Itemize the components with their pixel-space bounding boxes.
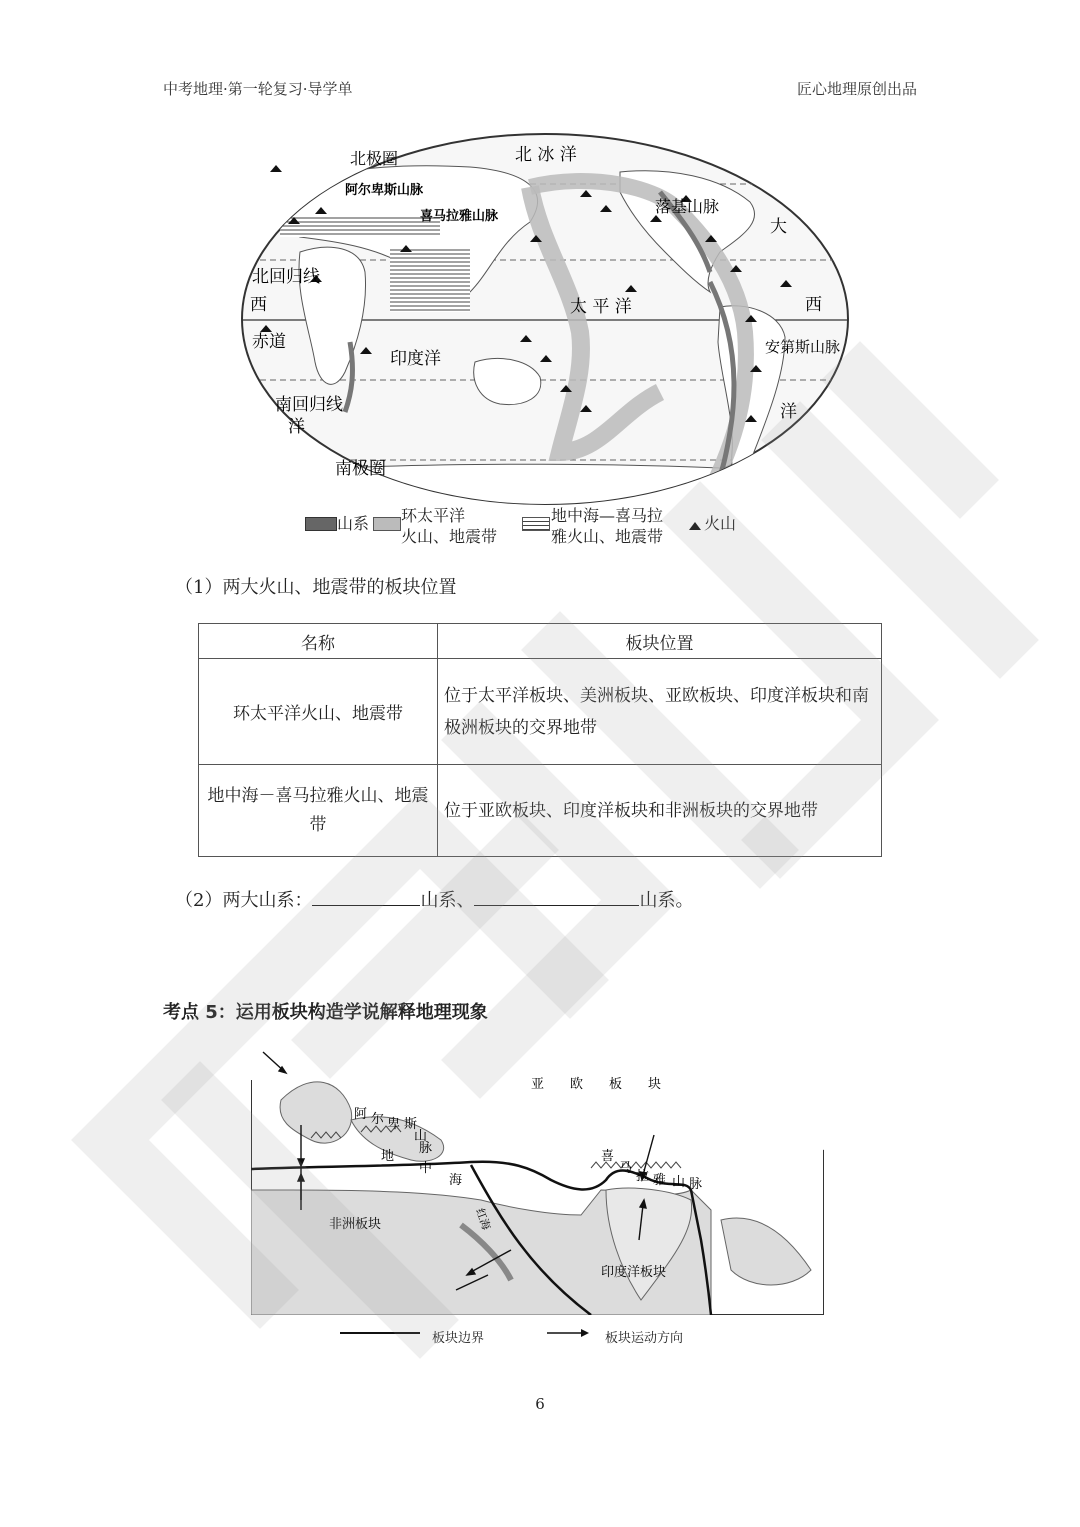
- volcano-icon: [689, 520, 701, 530]
- label-med-2: 中: [419, 1161, 433, 1176]
- question-2-mid: 山系、: [420, 890, 475, 911]
- label-himalaya-2: 马: [619, 1161, 633, 1176]
- label-andes: 安第斯山脉: [765, 338, 841, 356]
- table-cell-name: 环太平洋火山、地震带: [199, 659, 438, 765]
- legend-med-belt-2: 雅火山、地震带: [551, 527, 664, 546]
- legend-med-swatch: [522, 517, 550, 531]
- legend-pacific-swatch: [373, 517, 401, 531]
- question-2-prefix: （2）两大山系：: [175, 890, 313, 911]
- label-indian-ocean: 印度洋: [390, 349, 441, 369]
- legend-direction: 板块运动方向: [605, 1331, 684, 1346]
- label-himalaya: 喜马拉雅山脉: [420, 209, 499, 224]
- table-row: [199, 765, 882, 857]
- legend-volcano: 火山: [704, 514, 737, 533]
- legend-med-belt-1: 地中海—喜马拉: [551, 506, 664, 525]
- label-pacific: 太 平 洋: [570, 297, 632, 317]
- label-alps-3: 卑: [387, 1117, 401, 1132]
- legend-pacific-belt-1: 环太平洋: [401, 506, 466, 525]
- label-rockies: 落基山脉: [655, 197, 720, 216]
- label-african-plate: 非洲板块: [329, 1217, 382, 1232]
- legend-mountains: 山系: [337, 514, 370, 533]
- header-right: 匠心地理原创出品: [796, 80, 917, 98]
- label-med-3: 海: [449, 1173, 463, 1188]
- question-2: [175, 885, 693, 912]
- plate-map: [251, 1040, 824, 1315]
- label-alps-1: 阿: [354, 1107, 368, 1122]
- label-atlantic-ocean-r: 洋: [780, 402, 797, 422]
- table-cell-position: 位于亚欧板块、印度洋板块和非洲板块的交界地带: [438, 765, 882, 857]
- legend-boundary: 板块边界: [432, 1331, 485, 1346]
- table-header-position: 板块位置: [438, 624, 882, 659]
- legend-mountain-swatch: [305, 517, 337, 531]
- label-equator: 赤道: [252, 332, 286, 352]
- legend-boundary-line: [340, 1332, 420, 1334]
- table-cell-position: 位于太平洋板块、美洲板块、亚欧板块、印度洋板块和南极洲板块的交界地带: [438, 659, 882, 765]
- table-header-name: 名称: [199, 624, 438, 659]
- table-cell-name: 地中海－喜马拉雅火山、地震带: [199, 765, 438, 857]
- label-arctic-ocean: 北 冰 洋: [515, 145, 577, 165]
- label-atlantic-west-l: 西: [250, 295, 267, 315]
- label-alps-2: 尔: [371, 1112, 385, 1127]
- label-atlantic-big: 大: [770, 217, 787, 237]
- label-himalaya-6: 脉: [689, 1177, 703, 1192]
- label-arctic-circle: 北极圈: [350, 149, 399, 168]
- label-himalaya-1: 喜: [601, 1149, 615, 1164]
- label-himalaya-3: 拉: [636, 1169, 650, 1184]
- label-antarctic-circle: 南极圈: [335, 459, 386, 479]
- label-alps-5: 山: [414, 1129, 428, 1144]
- plate-position-table: [198, 623, 882, 857]
- answer-blank-1[interactable]: [312, 885, 420, 906]
- label-eurasia-plate: 亚 欧 板 块: [531, 1077, 662, 1092]
- label-med-1: 地: [381, 1149, 395, 1164]
- section-title: 考点 5：运用板块构造学说解释地理现象: [163, 1002, 488, 1023]
- label-red-sea: 红海: [473, 1206, 493, 1232]
- legend-pacific-belt-2: 火山、地震带: [401, 527, 498, 546]
- label-alps-4: 斯: [404, 1117, 418, 1132]
- label-tropic-capricorn: 南回归线: [275, 395, 343, 415]
- question-1: （1）两大火山、地震带的板块位置: [175, 577, 457, 598]
- label-alps: 阿尔卑斯山脉: [345, 183, 424, 198]
- arrow-icon: [547, 1328, 589, 1338]
- label-himalaya-5: 山: [672, 1175, 686, 1190]
- label-atlantic-west-r: 西: [805, 295, 822, 315]
- table-row: [199, 659, 882, 765]
- page-number: 6: [535, 1395, 545, 1413]
- label-tropic-cancer: 北回归线: [252, 267, 320, 287]
- label-alps-6: 脉: [419, 1141, 433, 1156]
- world-map: [240, 132, 850, 507]
- label-indian-plate: 印度洋板块: [601, 1265, 667, 1280]
- label-atlantic-ocean-l: 洋: [288, 417, 305, 437]
- label-himalaya-4: 雅: [653, 1173, 667, 1188]
- answer-blank-2[interactable]: [474, 885, 639, 906]
- question-2-suffix: 山系。: [639, 890, 694, 911]
- header-left: 中考地理·第一轮复习·导学单: [163, 80, 353, 98]
